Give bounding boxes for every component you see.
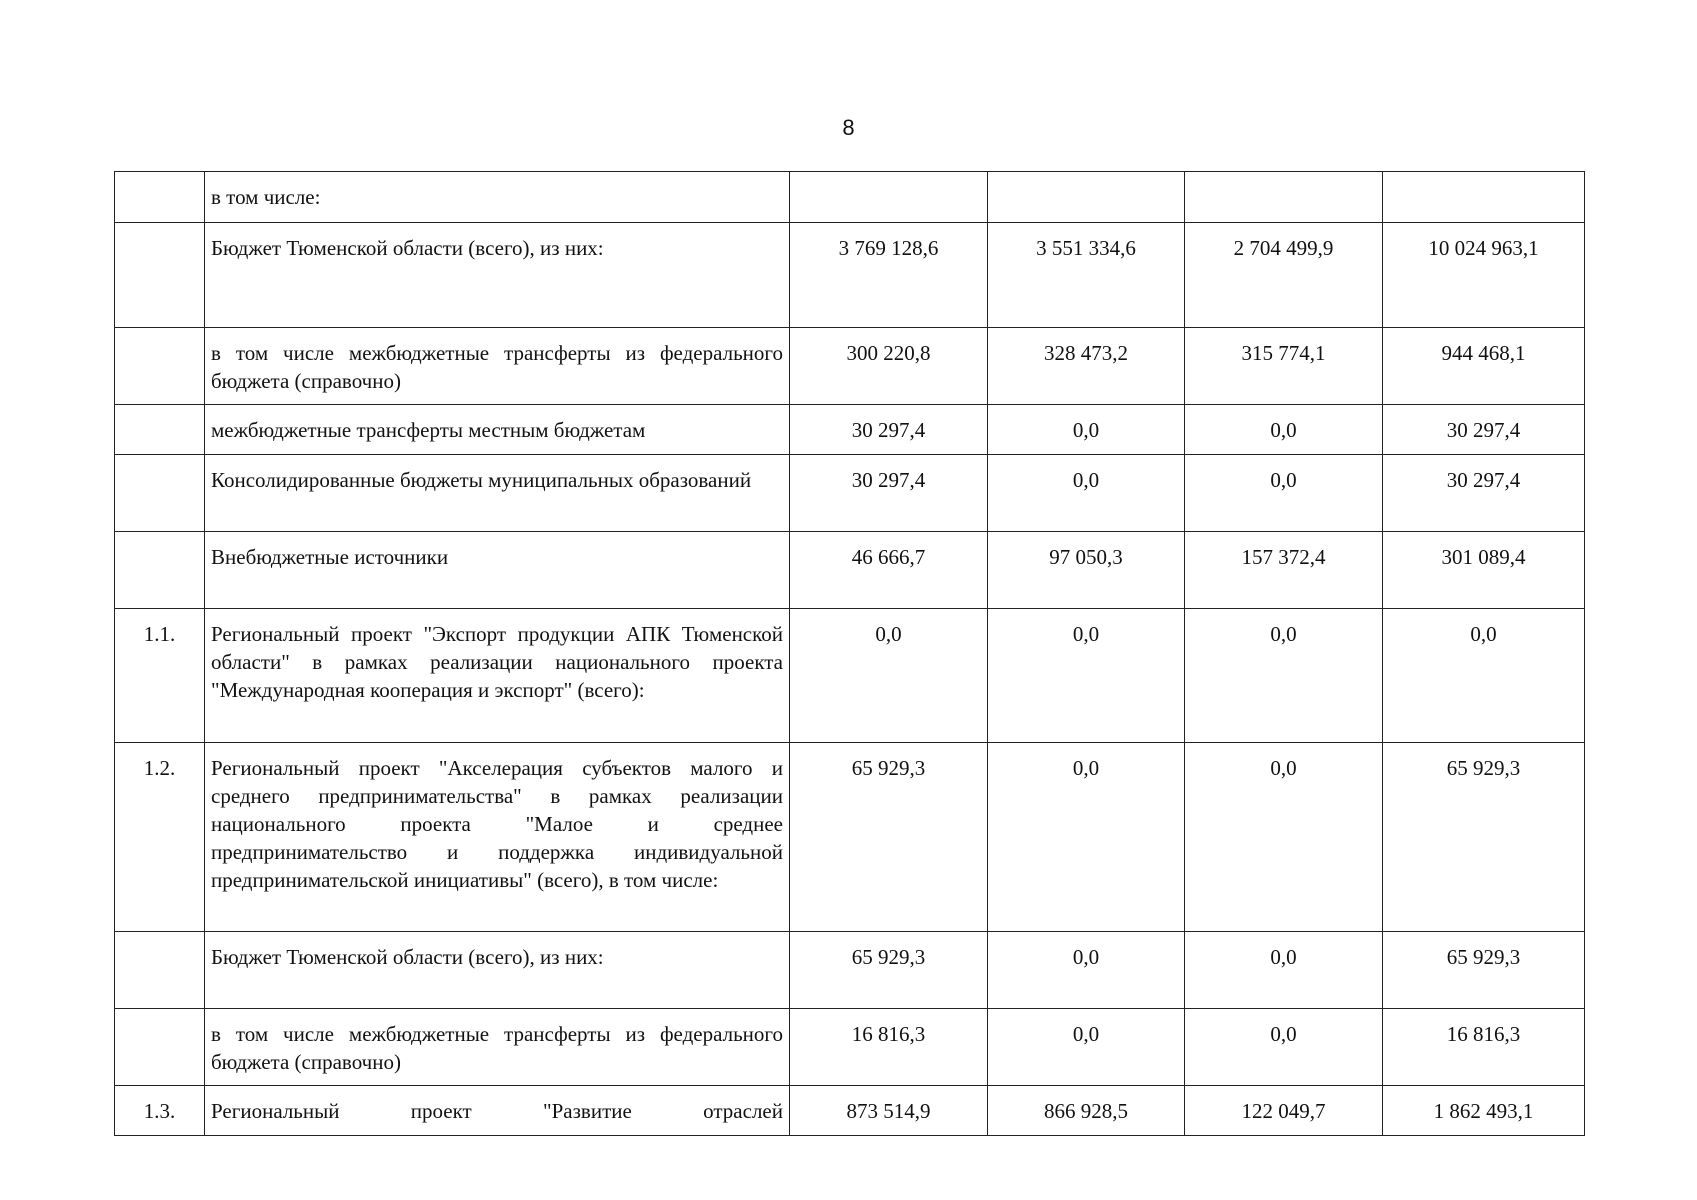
table-row — [115, 1009, 1585, 1086]
value-cell-1: 3 769 128,6 — [790, 223, 988, 328]
value-cell-2: 0,0 — [988, 1009, 1185, 1086]
value-cell-2 — [988, 172, 1185, 223]
table-row — [115, 743, 1585, 932]
value-cell-1: 873 514,9 — [790, 1086, 988, 1136]
value-cell-2: 3 551 334,6 — [988, 223, 1185, 328]
row-number — [115, 405, 205, 455]
value-cell-1: 16 816,3 — [790, 1009, 988, 1086]
total-cell: 30 297,4 — [1383, 405, 1585, 455]
table-row — [115, 455, 1585, 532]
row-description: в том числе межбюджетные трансферты из федерального бюджета (справочно) — [205, 1009, 790, 1086]
table-row — [115, 328, 1585, 405]
table-row — [115, 609, 1585, 743]
value-cell-1: 0,0 — [790, 609, 988, 743]
total-cell — [1383, 172, 1585, 223]
value-cell-1: 65 929,3 — [790, 932, 988, 1009]
value-cell-1: 30 297,4 — [790, 405, 988, 455]
total-cell: 1 862 493,1 — [1383, 1086, 1585, 1136]
value-cell-2: 866 928,5 — [988, 1086, 1185, 1136]
total-cell: 301 089,4 — [1383, 532, 1585, 609]
value-cell-2: 0,0 — [988, 405, 1185, 455]
row-description: Региональный проект "Развитие отраслей — [205, 1086, 790, 1136]
row-number: 1.1. — [115, 609, 205, 743]
value-cell-2: 0,0 — [988, 455, 1185, 532]
value-cell-2: 0,0 — [988, 932, 1185, 1009]
total-cell: 10 024 963,1 — [1383, 223, 1585, 328]
value-cell-3: 0,0 — [1185, 1009, 1383, 1086]
value-cell-3: 0,0 — [1185, 455, 1383, 532]
table-row — [115, 172, 1585, 223]
row-description: в том числе межбюджетные трансферты из федерального бюджета (справочно) — [205, 328, 790, 405]
value-cell-2: 0,0 — [988, 743, 1185, 932]
total-cell: 65 929,3 — [1383, 743, 1585, 932]
value-cell-1: 46 666,7 — [790, 532, 988, 609]
row-number — [115, 328, 205, 405]
table-row — [115, 1086, 1585, 1136]
row-description: Региональный проект "Акселерация субъектов малого и среднего предпринимательства" в рамках реализации национального проекта "Малое и среднее предпринимательство и поддержка индивидуальной предпринимательской инициативы" (всего), в том числе: — [205, 743, 790, 932]
row-number — [115, 172, 205, 223]
value-cell-3: 2 704 499,9 — [1185, 223, 1383, 328]
row-description: Бюджет Тюменской области (всего), из них: — [205, 932, 790, 1009]
row-number — [115, 1009, 205, 1086]
value-cell-3: 0,0 — [1185, 932, 1383, 1009]
total-cell: 16 816,3 — [1383, 1009, 1585, 1086]
value-cell-1: 300 220,8 — [790, 328, 988, 405]
total-cell: 0,0 — [1383, 609, 1585, 743]
value-cell-3: 0,0 — [1185, 609, 1383, 743]
value-cell-3: 0,0 — [1185, 405, 1383, 455]
value-cell-3 — [1185, 172, 1383, 223]
budget-table — [114, 171, 1585, 1136]
row-description: Региональный проект "Экспорт продукции АПК Тюменской области" в рамках реализации национального проекта "Международная кооперация и экспорт" (всего): — [205, 609, 790, 743]
table-row — [115, 223, 1585, 328]
total-cell: 30 297,4 — [1383, 455, 1585, 532]
value-cell-2: 97 050,3 — [988, 532, 1185, 609]
row-number — [115, 932, 205, 1009]
total-cell: 65 929,3 — [1383, 932, 1585, 1009]
row-description: Бюджет Тюменской области (всего), из них: — [205, 223, 790, 328]
row-description: межбюджетные трансферты местным бюджетам — [205, 405, 790, 455]
total-cell: 944 468,1 — [1383, 328, 1585, 405]
row-number — [115, 223, 205, 328]
row-description: Внебюджетные источники — [205, 532, 790, 609]
value-cell-1 — [790, 172, 988, 223]
table-row — [115, 532, 1585, 609]
value-cell-1: 30 297,4 — [790, 455, 988, 532]
value-cell-2: 0,0 — [988, 609, 1185, 743]
value-cell-3: 0,0 — [1185, 743, 1383, 932]
value-cell-3: 157 372,4 — [1185, 532, 1383, 609]
row-number: 1.3. — [115, 1086, 205, 1136]
value-cell-1: 65 929,3 — [790, 743, 988, 932]
row-description: в том числе: — [205, 172, 790, 223]
row-number — [115, 532, 205, 609]
row-number — [115, 455, 205, 532]
value-cell-3: 122 049,7 — [1185, 1086, 1383, 1136]
value-cell-3: 315 774,1 — [1185, 328, 1383, 405]
row-number: 1.2. — [115, 743, 205, 932]
page-number: 8 — [842, 115, 855, 140]
row-description: Консолидированные бюджеты муниципальных образований — [205, 455, 790, 532]
table-row — [115, 932, 1585, 1009]
value-cell-2: 328 473,2 — [988, 328, 1185, 405]
table-row — [115, 405, 1585, 455]
